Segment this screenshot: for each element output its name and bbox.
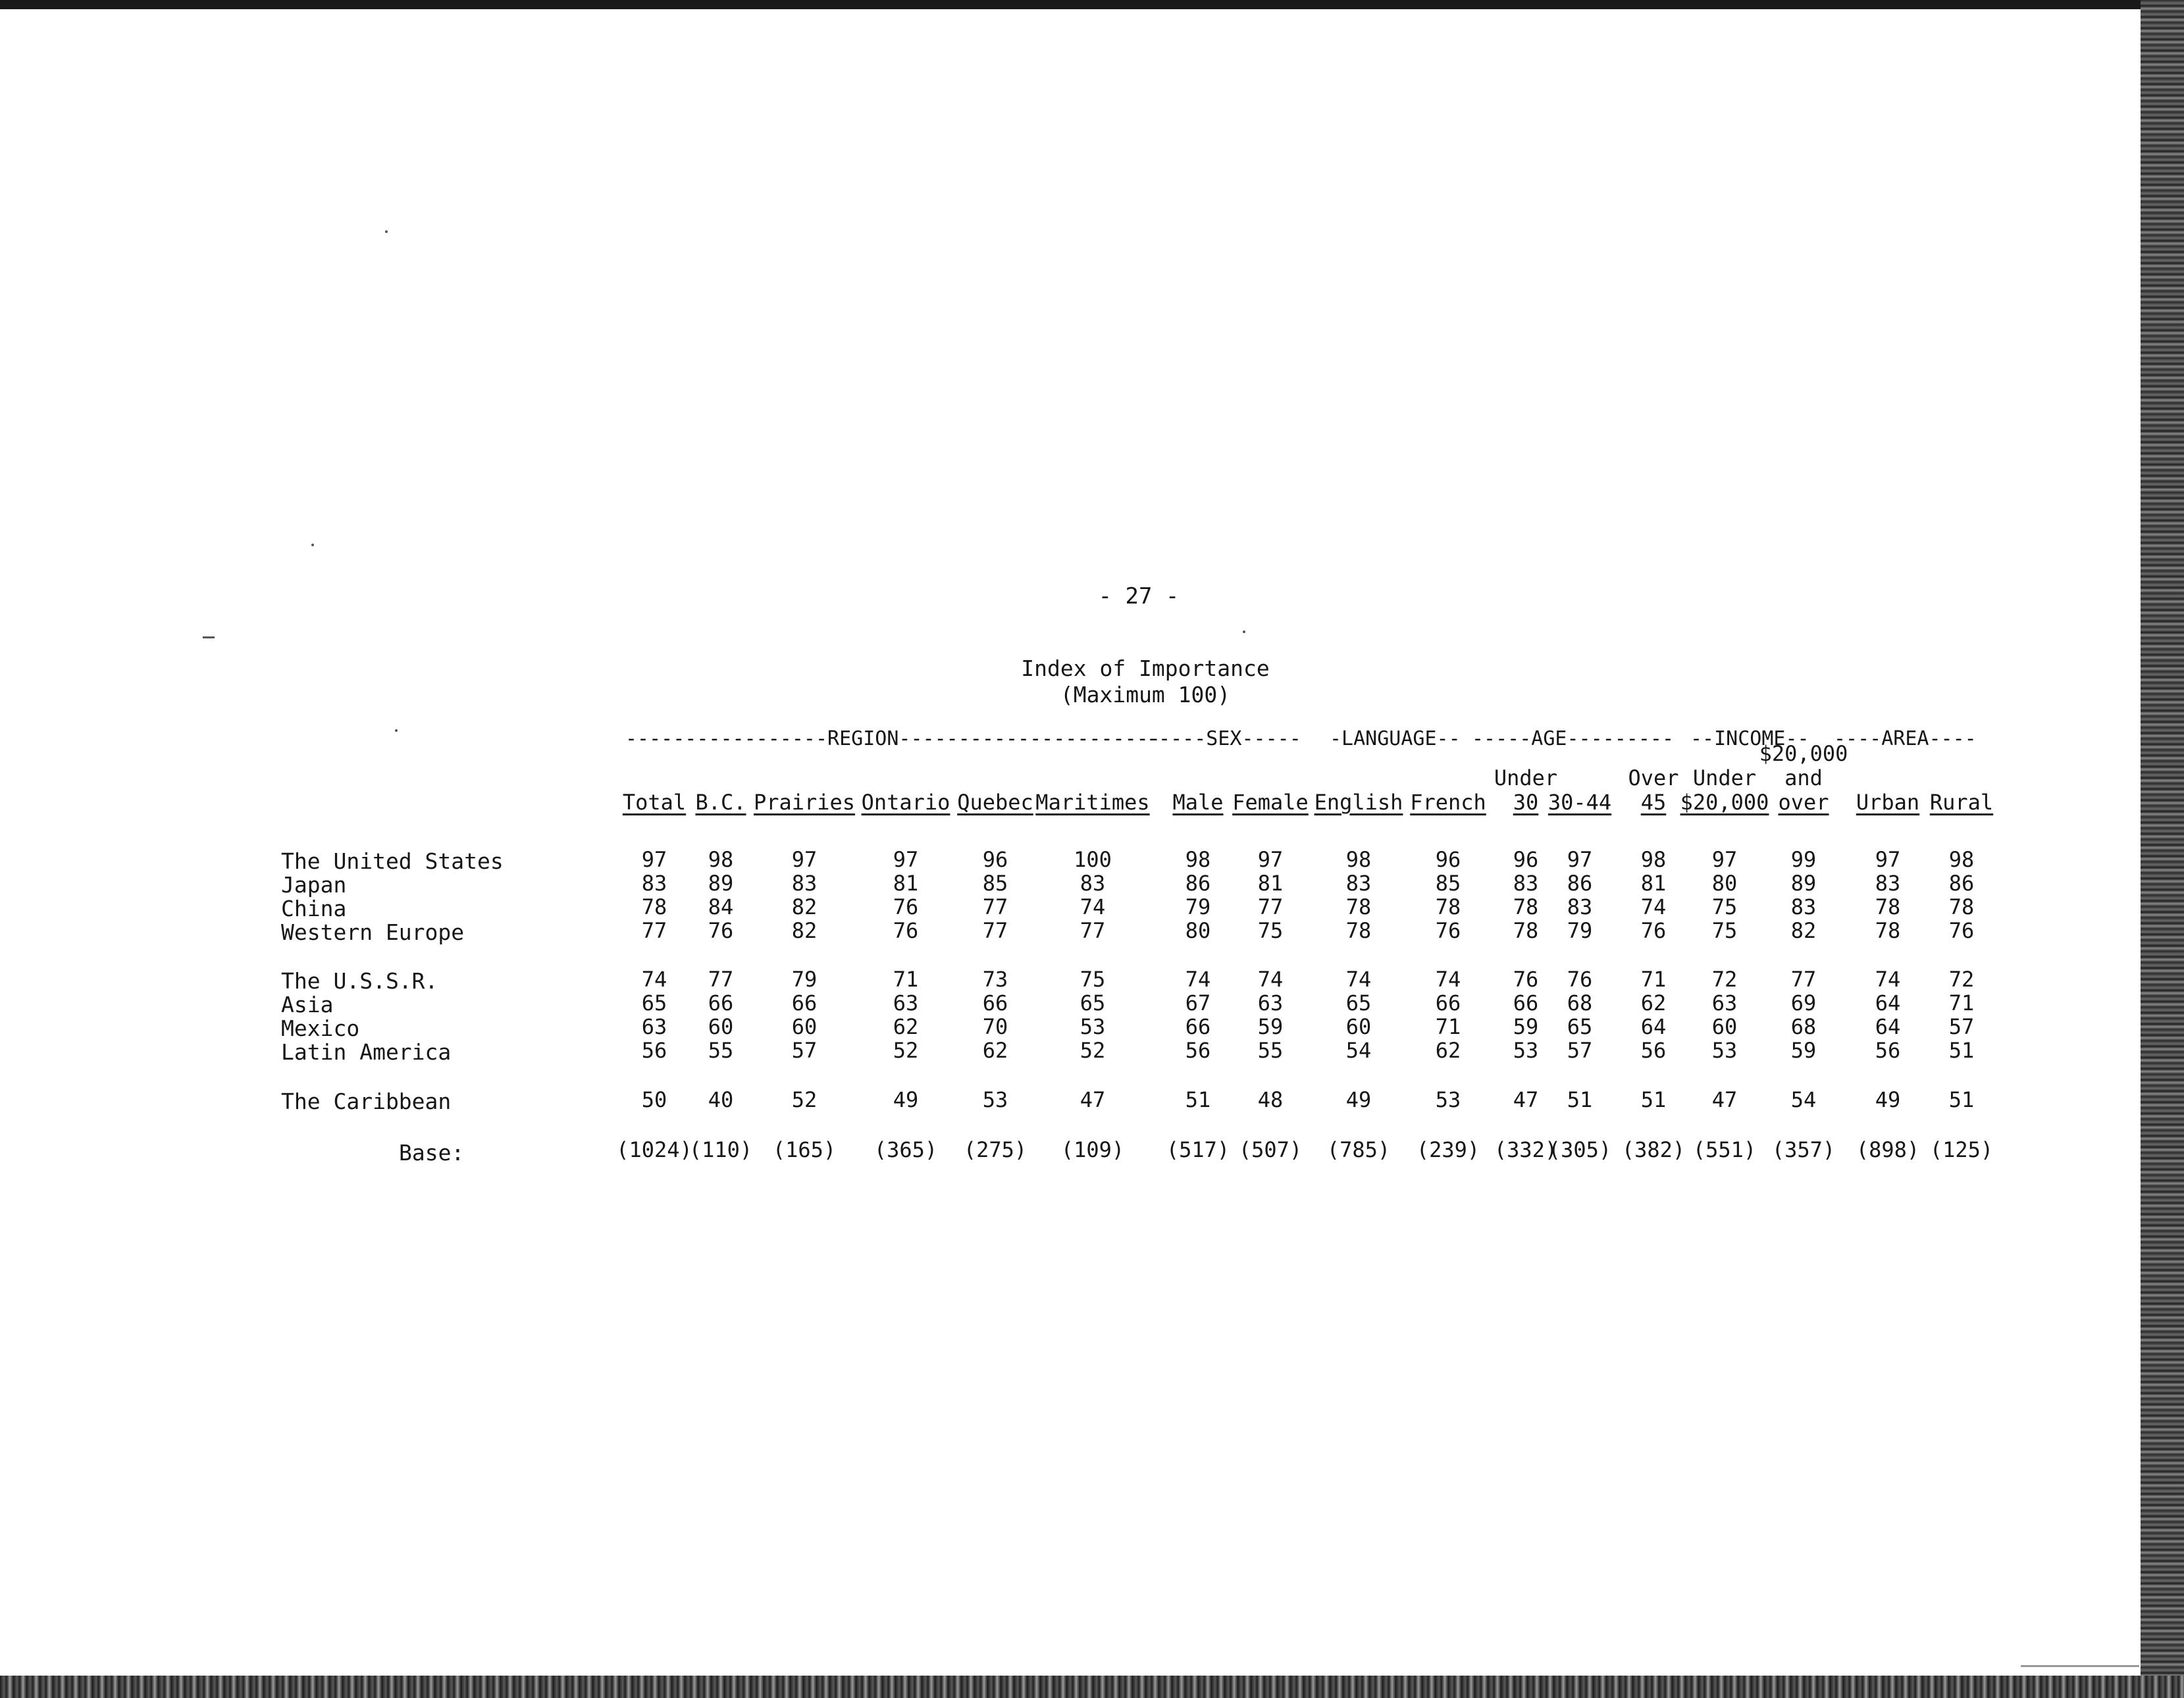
table-cell: 75 (1079, 967, 1106, 992)
base-cell: (110) (689, 1137, 753, 1162)
table-cell: 40 (708, 1087, 734, 1112)
table-cell: 80 (1711, 871, 1738, 896)
table-cell: 63 (893, 990, 919, 1016)
table-cell: 78 (1875, 894, 1901, 919)
table-cell: 63 (1257, 990, 1284, 1016)
table-cell: 47 (1711, 1087, 1738, 1112)
table-cell: 66 (1435, 990, 1461, 1016)
table-cell: 60 (1711, 1014, 1738, 1039)
table-cell: 71 (893, 967, 919, 992)
table-cell: 55 (708, 1038, 734, 1063)
table-cell: 98 (1948, 847, 1975, 872)
base-cell: (382) (1621, 1137, 1686, 1162)
table-cell: 57 (1567, 1038, 1593, 1063)
table-cell: 56 (1640, 1038, 1667, 1063)
table-cell: 67 (1185, 990, 1211, 1016)
table-cell: 65 (1567, 1014, 1593, 1039)
table-cell: 86 (1948, 871, 1975, 896)
table-cell: 72 (1711, 967, 1738, 992)
table-cell: 53 (982, 1087, 1008, 1112)
table-cell: 83 (1875, 871, 1901, 896)
column-header: 30 (1513, 790, 1539, 815)
row-label: Japan (281, 872, 347, 898)
table-cell: 66 (1513, 990, 1539, 1016)
column-header: Quebec (957, 790, 1033, 815)
table-cell: 79 (1185, 894, 1211, 919)
base-cell: (507) (1238, 1137, 1303, 1162)
table-cell: 83 (791, 871, 818, 896)
table-cell: 73 (982, 967, 1008, 992)
column-header: Female (1232, 790, 1309, 815)
table-cell: 74 (641, 967, 667, 992)
column-header: French (1410, 790, 1486, 815)
table-cell: 60 (791, 1014, 818, 1039)
table-cell: 52 (893, 1038, 919, 1063)
table-cell: 57 (1948, 1014, 1975, 1039)
column-group-header: -----SEX----- (1147, 727, 1301, 750)
table-cell: 98 (708, 847, 734, 872)
scan-border-bottom (0, 1676, 2184, 1698)
base-cell: (551) (1692, 1137, 1757, 1162)
table-cell: 74 (1345, 967, 1372, 992)
table-cell: 82 (791, 894, 818, 919)
table-cell: 98 (1640, 847, 1667, 872)
table-cell: 76 (1948, 918, 1975, 943)
base-cell: (365) (873, 1137, 938, 1162)
table-cell: 77 (708, 967, 734, 992)
table-cell: 76 (708, 918, 734, 943)
table-cell: 77 (1257, 894, 1284, 919)
table-cell: 63 (1711, 990, 1738, 1016)
table-cell: 71 (1948, 990, 1975, 1016)
scan-speck (2021, 1665, 2139, 1667)
table-cell: 78 (1875, 918, 1901, 943)
table-cell: 49 (1345, 1087, 1372, 1112)
column-header: and (1784, 765, 1823, 790)
table-cell: 82 (1790, 918, 1817, 943)
column-group-header: -----------------REGION---------------------- (625, 727, 1160, 750)
table-cell: 55 (1257, 1038, 1284, 1063)
base-cell: (165) (772, 1137, 837, 1162)
table-cell: 77 (982, 894, 1008, 919)
table-cell: 74 (1640, 894, 1667, 919)
table-cell: 84 (708, 894, 734, 919)
table-cell: 59 (1790, 1038, 1817, 1063)
table-cell: 51 (1948, 1087, 1975, 1112)
table-cell: 76 (1435, 918, 1461, 943)
column-group-header: --INCOME-- (1690, 727, 1809, 750)
table-cell: 78 (1513, 894, 1539, 919)
table-cell: 76 (893, 894, 919, 919)
table-cell: 82 (791, 918, 818, 943)
table-cell: 77 (1790, 967, 1817, 992)
table-cell: 100 (1074, 847, 1112, 872)
table-cell: 53 (1513, 1038, 1539, 1063)
column-header: Total (622, 790, 687, 815)
column-header: Prairies (753, 790, 856, 815)
base-cell: (1024) (616, 1137, 692, 1162)
table-cell: 56 (1875, 1038, 1901, 1063)
scan-speck (1243, 630, 1245, 633)
base-cell: (785) (1326, 1137, 1391, 1162)
table-cell: 54 (1790, 1087, 1817, 1112)
table-cell: 78 (1435, 894, 1461, 919)
table-cell: 49 (893, 1087, 919, 1112)
table-cell: 66 (1185, 1014, 1211, 1039)
table-cell: 76 (893, 918, 919, 943)
scan-border-top (0, 0, 2184, 9)
table-cell: 56 (1185, 1038, 1211, 1063)
table-cell: 65 (1079, 990, 1106, 1016)
base-cell: (239) (1416, 1137, 1480, 1162)
table-cell: 69 (1790, 990, 1817, 1016)
table-cell: 81 (1640, 871, 1667, 896)
table-cell: 96 (1435, 847, 1461, 872)
table-cell: 74 (1875, 967, 1901, 992)
row-label: Western Europe (281, 919, 465, 945)
column-header: Rural (1929, 790, 1994, 815)
table-cell: 48 (1257, 1087, 1284, 1112)
column-header: Male (1172, 790, 1224, 815)
table-cell: 65 (1345, 990, 1372, 1016)
table-subtitle-line: (Maximum 100) (1060, 682, 1231, 708)
table-cell: 71 (1640, 967, 1667, 992)
table-cell: 96 (1513, 847, 1539, 872)
row-label: Latin America (281, 1039, 452, 1065)
table-cell: 98 (1345, 847, 1372, 872)
table-cell: 49 (1875, 1087, 1901, 1112)
column-header: 45 (1640, 790, 1667, 815)
table-cell: 74 (1185, 967, 1211, 992)
table-cell: 74 (1257, 967, 1284, 992)
column-header: English (1314, 790, 1403, 815)
scan-border-right (2141, 0, 2184, 1698)
table-cell: 98 (1185, 847, 1211, 872)
table-cell: 83 (1345, 871, 1372, 896)
table-cell: 57 (791, 1038, 818, 1063)
table-cell: 51 (1567, 1087, 1593, 1112)
table-cell: 64 (1875, 1014, 1901, 1039)
table-cell: 83 (641, 871, 667, 896)
row-label: The U.S.S.R. (281, 968, 438, 994)
table-cell: 80 (1185, 918, 1211, 943)
table-cell: 85 (1435, 871, 1461, 896)
table-cell: 96 (982, 847, 1008, 872)
table-cell: 63 (641, 1014, 667, 1039)
table-cell: 86 (1185, 871, 1211, 896)
table-cell: 99 (1790, 847, 1817, 872)
table-cell: 81 (893, 871, 919, 896)
column-header: 30-44 (1547, 790, 1612, 815)
table-cell: 60 (708, 1014, 734, 1039)
table-cell: 83 (1567, 894, 1593, 919)
column-header: Ontario (861, 790, 950, 815)
table-cell: 74 (1079, 894, 1106, 919)
table-cell: 74 (1435, 967, 1461, 992)
table-cell: 47 (1513, 1087, 1539, 1112)
table-cell: 83 (1513, 871, 1539, 896)
base-cell: (125) (1929, 1137, 1994, 1162)
scan-speck (385, 230, 388, 233)
table-cell: 97 (791, 847, 818, 872)
table-cell: 79 (791, 967, 818, 992)
column-header: $20,000 (1759, 741, 1848, 766)
table-cell: 75 (1257, 918, 1284, 943)
column-header: over (1778, 790, 1829, 815)
table-cell: 83 (1079, 871, 1106, 896)
row-label: Asia (281, 992, 334, 1017)
table-cell: 78 (1513, 918, 1539, 943)
table-cell: 68 (1790, 1014, 1817, 1039)
table-cell: 60 (1345, 1014, 1372, 1039)
table-cell: 50 (641, 1087, 667, 1112)
row-label: China (281, 896, 347, 921)
table-cell: 52 (791, 1087, 818, 1112)
column-header: Maritimes (1035, 790, 1150, 815)
table-cell: 79 (1567, 918, 1593, 943)
table-cell: 47 (1079, 1087, 1106, 1112)
table-cell: 62 (982, 1038, 1008, 1063)
table-cell: 53 (1079, 1014, 1106, 1039)
column-header: $20,000 (1680, 790, 1769, 815)
page-number: - 27 - (1098, 583, 1180, 609)
table-cell: 54 (1345, 1038, 1372, 1063)
table-cell: 77 (1079, 918, 1106, 943)
table-cell: 70 (982, 1014, 1008, 1039)
column-group-header: ----AREA---- (1834, 727, 1977, 750)
table-title-line: Index of Importance (1021, 656, 1270, 681)
table-cell: 68 (1567, 990, 1593, 1016)
table-cell: 78 (1948, 894, 1975, 919)
column-header: Under (1692, 765, 1757, 790)
table-cell: 83 (1790, 894, 1817, 919)
table-cell: 71 (1435, 1014, 1461, 1039)
table-cell: 97 (1567, 847, 1593, 872)
table-cell: 97 (1257, 847, 1284, 872)
table-cell: 72 (1948, 967, 1975, 992)
table-cell: 78 (641, 894, 667, 919)
table-cell: 65 (641, 990, 667, 1016)
base-cell: (305) (1547, 1137, 1612, 1162)
table-cell: 66 (982, 990, 1008, 1016)
table-cell: 59 (1513, 1014, 1539, 1039)
table-cell: 76 (1567, 967, 1593, 992)
scan-speck (311, 544, 314, 546)
table-cell: 62 (1640, 990, 1667, 1016)
table-cell: 56 (641, 1038, 667, 1063)
table-cell: 64 (1640, 1014, 1667, 1039)
table-cell: 78 (1345, 894, 1372, 919)
table-cell: 77 (982, 918, 1008, 943)
base-cell: (898) (1856, 1137, 1920, 1162)
table-cell: 76 (1513, 967, 1539, 992)
table-cell: 97 (893, 847, 919, 872)
base-cell: (275) (963, 1137, 1027, 1162)
column-header: Urban (1856, 790, 1920, 815)
table-cell: 75 (1711, 894, 1738, 919)
table-cell: 97 (641, 847, 667, 872)
table-cell: 81 (1257, 871, 1284, 896)
table-cell: 97 (1875, 847, 1901, 872)
row-label: The Caribbean (281, 1089, 452, 1114)
base-label: Base: (399, 1140, 465, 1166)
table-cell: 53 (1435, 1087, 1461, 1112)
table-cell: 66 (708, 990, 734, 1016)
table-cell: 97 (1711, 847, 1738, 872)
table-cell: 89 (1790, 871, 1817, 896)
base-cell: (109) (1060, 1137, 1125, 1162)
column-group-header: -LANGUAGE-- (1330, 727, 1461, 750)
table-cell: 59 (1257, 1014, 1284, 1039)
column-header: B.C. (695, 790, 746, 815)
table-cell: 51 (1185, 1087, 1211, 1112)
base-cell: (517) (1166, 1137, 1230, 1162)
scan-speck (395, 729, 398, 732)
table-cell: 76 (1640, 918, 1667, 943)
table-cell: 62 (1435, 1038, 1461, 1063)
table-cell: 75 (1711, 918, 1738, 943)
column-header: Under (1494, 765, 1558, 790)
table-cell: 52 (1079, 1038, 1106, 1063)
table-cell: 64 (1875, 990, 1901, 1016)
table-cell: 51 (1640, 1087, 1667, 1112)
table-cell: 85 (982, 871, 1008, 896)
table-cell: 53 (1711, 1038, 1738, 1063)
table-cell: 86 (1567, 871, 1593, 896)
row-label: The United States (281, 848, 504, 874)
table-cell: 62 (893, 1014, 919, 1039)
column-header: Over (1628, 765, 1679, 790)
row-label: Mexico (281, 1016, 360, 1041)
table-cell: 66 (791, 990, 818, 1016)
table-cell: 89 (708, 871, 734, 896)
scan-speck (203, 636, 215, 638)
table-cell: 77 (641, 918, 667, 943)
base-cell: (332) (1494, 1137, 1558, 1162)
table-title (922, 656, 1369, 708)
table-cell: 51 (1948, 1038, 1975, 1063)
column-group-header: -----AGE--------- (1472, 727, 1675, 750)
table-cell: 78 (1345, 918, 1372, 943)
base-cell: (357) (1771, 1137, 1836, 1162)
